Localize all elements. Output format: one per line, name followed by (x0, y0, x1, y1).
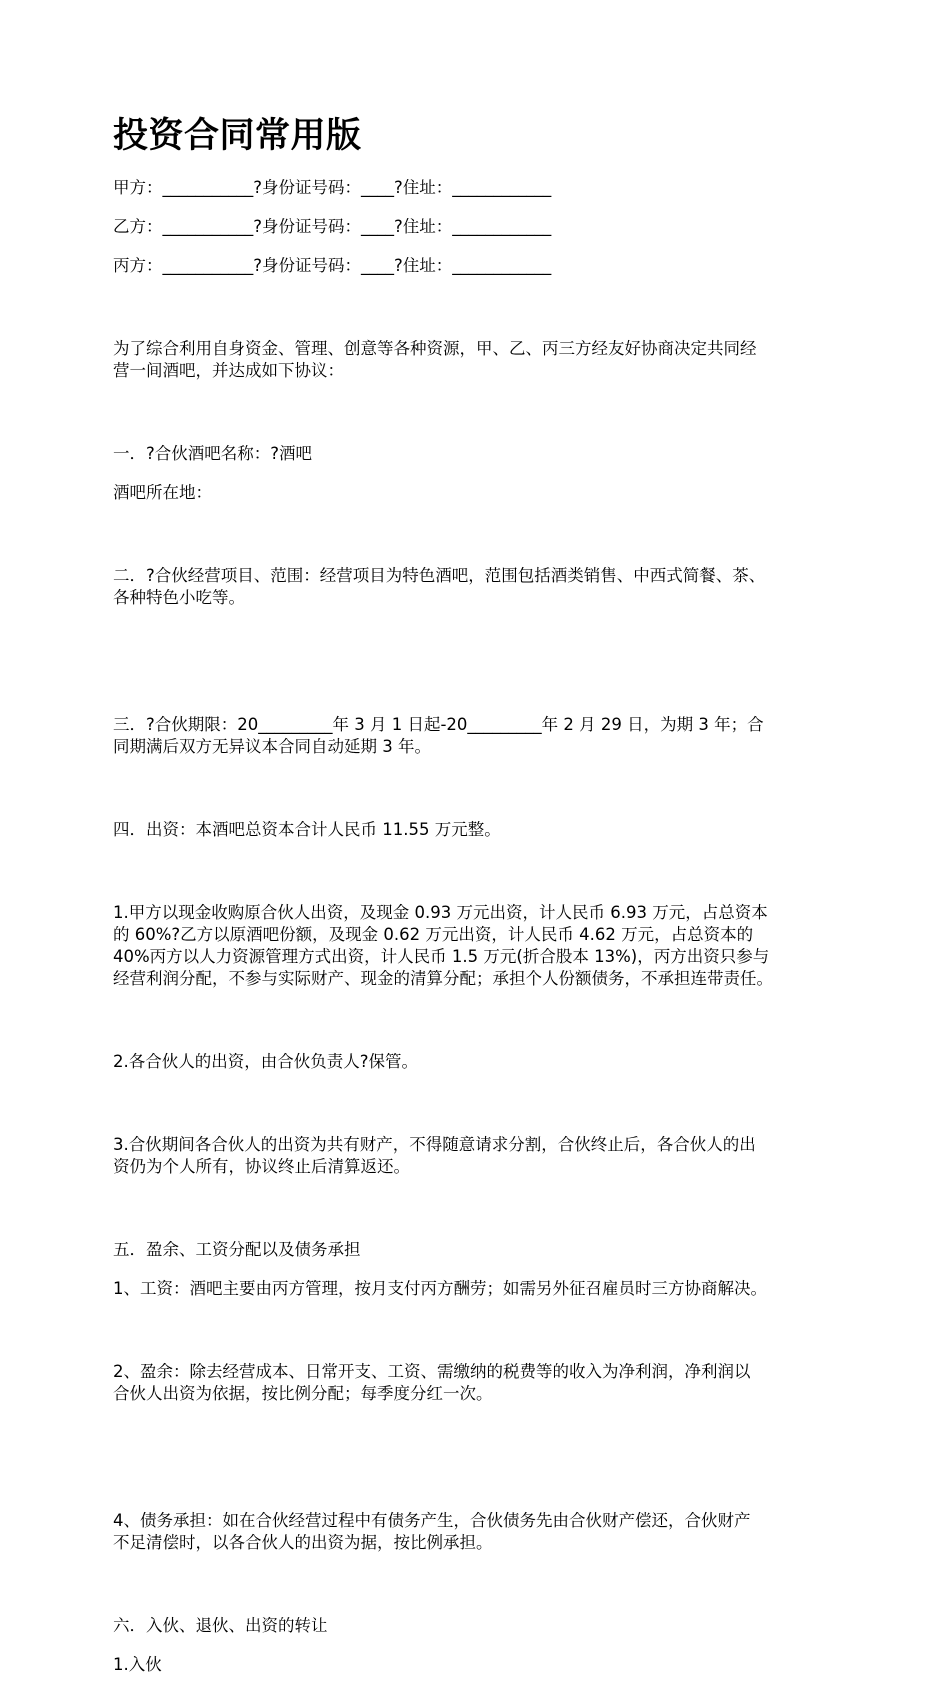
intro-line: 营一间酒吧，并达成如下协议： (113, 361, 344, 380)
section-5-item-4-line: 不足清偿时，以各合伙人的出资为据，按比例承担。 (113, 1533, 493, 1552)
section-3-line: 三．?合伙期限：20_________年 3 月 1 日起-20_________年 2 月 29 日，为期 3 年；合 (113, 715, 764, 734)
section-5-item-4-line: 4、债务承担：如在合伙经营过程中有债务产生，合伙债务先由合伙财产偿还，合伙财产 (113, 1511, 751, 1530)
section-5-item-1: 1、工资：酒吧主要由丙方管理，按月支付丙方酬劳；如需另外征召雇员时三方协商解决。 (113, 1279, 767, 1298)
section-2-line: 各种特色小吃等。 (113, 588, 245, 607)
party-b-line: 乙方：___________?身份证号码：____?住址：____________ (113, 217, 552, 236)
party-c-line: 丙方：___________?身份证号码：____?住址：____________ (113, 256, 552, 275)
section-5-item-2-line: 合伙人出资为依据，按比例分配；每季度分红一次。 (113, 1384, 493, 1403)
section-2-scope (113, 521, 853, 653)
section-1-name: 一．?合伙酒吧名称：?酒吧 (113, 444, 313, 463)
intro-paragraph (113, 294, 853, 426)
section-1-location: 酒吧所在地： (113, 483, 212, 502)
section-5-heading: 五．盈余、工资分配以及债务承担 (113, 1240, 361, 1259)
section-4-capital: 四．出资：本酒吧总资本合计人民币 11.55 万元整。 (113, 820, 501, 839)
party-a-line: 甲方：___________?身份证号码：____?住址：____________ (113, 178, 552, 197)
document-page (113, 112, 853, 1693)
intro-line: 为了综合利用自身资金、管理、创意等各种资源，甲、乙、丙三方经友好协商决定共同经 (113, 339, 757, 358)
section-4-item-1-line: 的 60%?乙方以原酒吧份额，及现金 0.62 万元出资，计人民币 4.62 万元，占总资本的 (113, 925, 754, 944)
section-6-item-1: 1.入伙 (113, 1655, 162, 1674)
section-4-item-2: 2.各合伙人的出资，由合伙负责人?保管。 (113, 1052, 419, 1071)
section-6-heading: 六．入伙、退伙、出资的转让 (113, 1616, 328, 1635)
section-5-item-2-line: 2、盈余：除去经营成本、日常开支、工资、需缴纳的税费等的收入为净利润，净利润以 (113, 1362, 751, 1381)
section-5-item-4 (113, 1466, 853, 1598)
section-4-item-3-line: 资仍为个人所有，协议终止后清算返还。 (113, 1157, 410, 1176)
section-3-term (113, 670, 853, 802)
section-4-item-1 (113, 858, 853, 1034)
section-5-item-2 (113, 1317, 853, 1449)
section-2-line: 二．?合伙经营项目、范围：经营项目为特色酒吧，范围包括酒类销售、中西式简餐、茶、 (113, 566, 766, 585)
document-title: 投资合同常用版 (113, 116, 362, 156)
section-4-item-1-line: 经营利润分配，不参与实际财产、现金的清算分配；承担个人份额债务，不承担连带责任。 (113, 969, 773, 988)
section-4-item-3-line: 3.合伙期间各合伙人的出资为共有财产，不得随意请求分割，合伙终止后，各合伙人的出 (113, 1135, 756, 1154)
section-4-item-1-line: 1.甲方以现金收购原合伙人出资，及现金 0.93 万元出资，计人民币 6.93 万元，占总资本 (113, 903, 768, 922)
section-3-line: 同期满后双方无异议本合同自动延期 3 年。 (113, 737, 431, 756)
section-4-item-3 (113, 1090, 853, 1222)
section-4-item-1-line: 40%丙方以人力资源管理方式出资，计人民币 1.5 万元(折合股本 13%)，丙方出资只参与 (113, 947, 770, 966)
